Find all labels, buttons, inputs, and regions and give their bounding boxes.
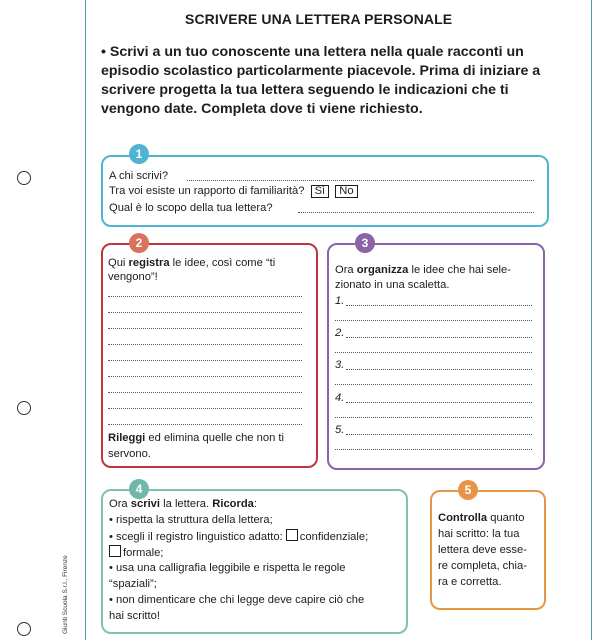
reminder-register (109, 529, 368, 544)
page-title: SCRIVERE UNA LETTERA PERSONALE (185, 11, 453, 27)
binder-hole-middle (17, 401, 31, 415)
reminder-reader-line2: hai scritto! (109, 610, 160, 622)
reminder-handwriting-line2: “spaziali”; (109, 578, 157, 590)
step-5-line4: re completa, chia- (438, 560, 527, 572)
step-2-keyword: registra (128, 257, 170, 269)
step-5-line1 (438, 511, 524, 525)
step-4-text-b: la lettera. (160, 498, 213, 510)
question-familiarity (109, 184, 358, 198)
step-2-badge: 2 (129, 233, 149, 253)
question-familiarity-text: Tra voi esiste un rapporto di familiarità? (109, 185, 305, 197)
instructions-text: • Scrivi a un tuo conoscente una lettera nella quale racconti un episodio scolastico particolarmente piacevole. Prima di iniziare a scrivere progetta la tua lettera seguendo le indicazioni che ti vengono date. Completa dove ti viene richiesto. (101, 44, 541, 117)
binder-hole-top (17, 171, 31, 185)
step-2-instruction (108, 256, 275, 270)
reminder-register-line2 (109, 545, 163, 560)
step-3-instruction (335, 263, 511, 277)
ideas-line[interactable] (108, 376, 302, 377)
outline-item-number: 1. (335, 295, 345, 307)
checkbox-yes[interactable]: Sì (311, 185, 330, 198)
question-recipient: A chi scrivi? (109, 170, 169, 182)
question-purpose: Qual è lo scopo della tua lettera? (109, 202, 273, 214)
step-2-reread-keyword: Rileggi (108, 432, 146, 444)
ideas-line[interactable] (108, 392, 302, 393)
outline-item-number: 4. (335, 392, 345, 404)
step-3-text-a: Ora (335, 264, 357, 276)
step-3-keyword: organizza (356, 264, 409, 276)
step-2-reread-text: ed elimina quelle che non ti (145, 432, 284, 444)
binder-hole-bottom (17, 622, 31, 636)
step-2-text-a: Qui (108, 257, 129, 269)
checkbox-no[interactable]: No (335, 185, 357, 198)
step-2-reread-line2: servono. (108, 448, 151, 460)
step-5-line2: hai scritto: la tua (438, 528, 520, 540)
outline-line[interactable] (346, 369, 532, 370)
step-3-badge: 3 (355, 233, 375, 253)
step-5-text-a: quanto (487, 512, 525, 524)
outline-line[interactable] (335, 320, 532, 321)
step-5-line3: lettera deve esse- (438, 544, 527, 556)
answer-line-purpose[interactable] (298, 212, 534, 213)
reminder-reader: • non dimenticare che chi legge deve capire ciò che (109, 594, 365, 606)
option-formal-label: formale; (123, 547, 164, 559)
ideas-line[interactable] (108, 360, 302, 361)
outline-item-number: 2. (335, 327, 345, 339)
option-confidential-label: confidenziale; (299, 531, 369, 543)
step-4-keyword-2: Ricorda (212, 498, 254, 510)
checkbox-confidential[interactable] (286, 529, 298, 541)
outline-line[interactable] (346, 305, 532, 306)
step-4-instruction (109, 497, 257, 511)
outline-line[interactable] (335, 384, 532, 385)
side-credit: Giunti Scuola S.r.l., Firenze (62, 555, 69, 634)
step-2-reread (108, 431, 284, 445)
ideas-line[interactable] (108, 328, 302, 329)
step-5-badge: 5 (458, 480, 478, 500)
outline-item-number: 5. (335, 424, 345, 436)
outline-line[interactable] (335, 417, 532, 418)
step-4-badge: 4 (129, 479, 149, 499)
ideas-line[interactable] (108, 344, 302, 345)
reminder-register-text: • scegli il registro linguistico adatto: (109, 531, 283, 543)
ideas-line[interactable] (108, 424, 302, 425)
outline-line[interactable] (346, 402, 532, 403)
ideas-line[interactable] (108, 312, 302, 313)
step-1-badge: 1 (129, 144, 149, 164)
step-2-instruction-line2: vengono”! (108, 271, 158, 283)
step-4-keyword: scrivi (130, 498, 161, 510)
ideas-line[interactable] (108, 296, 302, 297)
outline-line[interactable] (346, 434, 532, 435)
step-3-text-b: le idee che hai sele- (408, 264, 511, 276)
step-5-line5: ra e corretta. (438, 576, 502, 588)
outline-line[interactable] (346, 337, 532, 338)
outline-item-number: 3. (335, 359, 345, 371)
answer-line-recipient[interactable] (187, 180, 534, 181)
step-2-text-b: le idee, così come “ti (169, 257, 276, 269)
ideas-line[interactable] (108, 408, 302, 409)
reminder-structure: • rispetta la struttura della lettera; (109, 514, 273, 526)
checkbox-formal[interactable] (109, 545, 121, 557)
step-5-keyword: Controlla (438, 512, 488, 524)
outline-line[interactable] (335, 352, 532, 353)
outline-line[interactable] (335, 449, 532, 450)
reminder-handwriting: • usa una calligrafia leggibile e rispetta le regole (109, 562, 346, 574)
step-4-text-c: : (253, 498, 258, 510)
step-4-text-a: Ora (109, 498, 131, 510)
step-3-instruction-line2: zionato in una scaletta. (335, 279, 450, 291)
